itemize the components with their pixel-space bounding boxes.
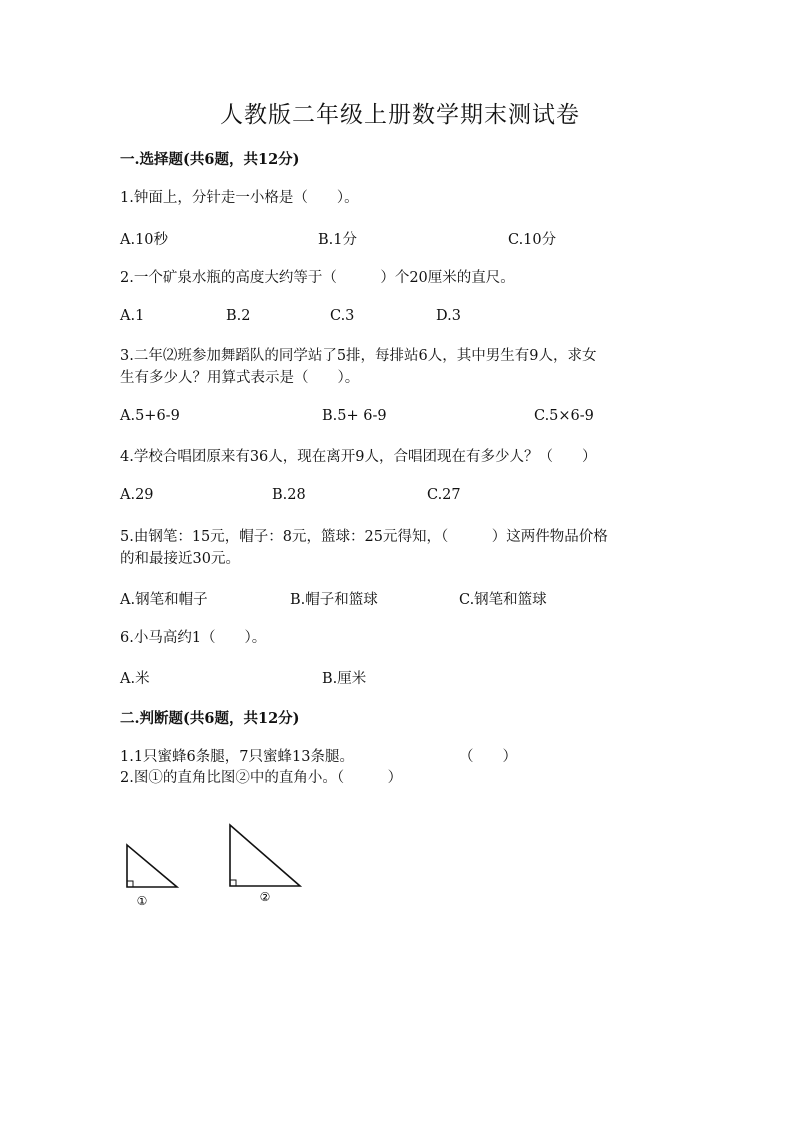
question-5-line-2: 的和最接近30元。 bbox=[120, 551, 240, 567]
judge-question-1-bracket: （ ） bbox=[459, 749, 517, 765]
q3-option-a: A.5+6-9 bbox=[120, 408, 180, 424]
judge-question-1: 1.1只蜜蜂6条腿，7只蜜蜂13条腿。 bbox=[120, 749, 354, 765]
q1-option-c: C.10分 bbox=[508, 232, 557, 248]
q4-option-b: B.28 bbox=[272, 487, 306, 503]
section-heading-judge: 二.判断题(共6题，共12分) bbox=[120, 710, 300, 727]
triangles-figure bbox=[110, 815, 320, 915]
q6-option-a: A.米 bbox=[120, 671, 150, 687]
q2-option-b: B.2 bbox=[226, 308, 251, 324]
question-1: 1.钟面上，分针走一小格是（ ）。 bbox=[120, 190, 359, 206]
question-6: 6.小马高约1（ ）。 bbox=[120, 630, 267, 646]
question-3-line-1: 3.二年⑵班参加舞蹈队的同学站了5排，每排站6人，其中男生有9人，求女 bbox=[120, 348, 597, 364]
section-heading-choice: 一.选择题(共6题，共12分) bbox=[120, 151, 300, 168]
triangle-1 bbox=[127, 845, 177, 908]
triangle-2-label: ② bbox=[259, 890, 271, 904]
question-5-line-1: 5.由钢笔：15元，帽子：8元，篮球：25元得知，（ ）这两件物品价格 bbox=[120, 529, 608, 545]
q2-option-a: A.1 bbox=[120, 308, 145, 324]
judge-question-2: 2.图①的直角比图②中的直角小。（ ） bbox=[120, 770, 403, 786]
page-title: 人教版二年级上册数学期末测试卷 bbox=[220, 102, 580, 128]
q5-option-a: A.钢笔和帽子 bbox=[120, 592, 208, 608]
q5-option-c: C.钢笔和篮球 bbox=[459, 592, 547, 608]
question-3-line-2: 生有多少人？用算式表示是（ ）。 bbox=[120, 370, 360, 386]
q4-option-a: A.29 bbox=[120, 487, 154, 503]
q2-option-d: D.3 bbox=[436, 308, 461, 324]
question-2: 2.一个矿泉水瓶的高度大约等于（ ）个20厘米的直尺。 bbox=[120, 270, 515, 286]
triangle-2 bbox=[230, 825, 300, 904]
question-4: 4.学校合唱团原来有36人，现在离开9人，合唱团现在有多少人？（ ） bbox=[120, 449, 597, 465]
q6-option-b: B.厘米 bbox=[322, 671, 367, 687]
q4-option-c: C.27 bbox=[427, 487, 461, 503]
q5-option-b: B.帽子和篮球 bbox=[290, 592, 378, 608]
q3-option-c: C.5×6-9 bbox=[534, 408, 594, 424]
q1-option-a: A.10秒 bbox=[120, 232, 169, 248]
q3-option-b: B.5+ 6-9 bbox=[322, 408, 387, 424]
q1-option-b: B.1分 bbox=[318, 232, 357, 248]
q2-option-c: C.3 bbox=[330, 308, 355, 324]
triangle-1-label: ① bbox=[136, 894, 148, 908]
